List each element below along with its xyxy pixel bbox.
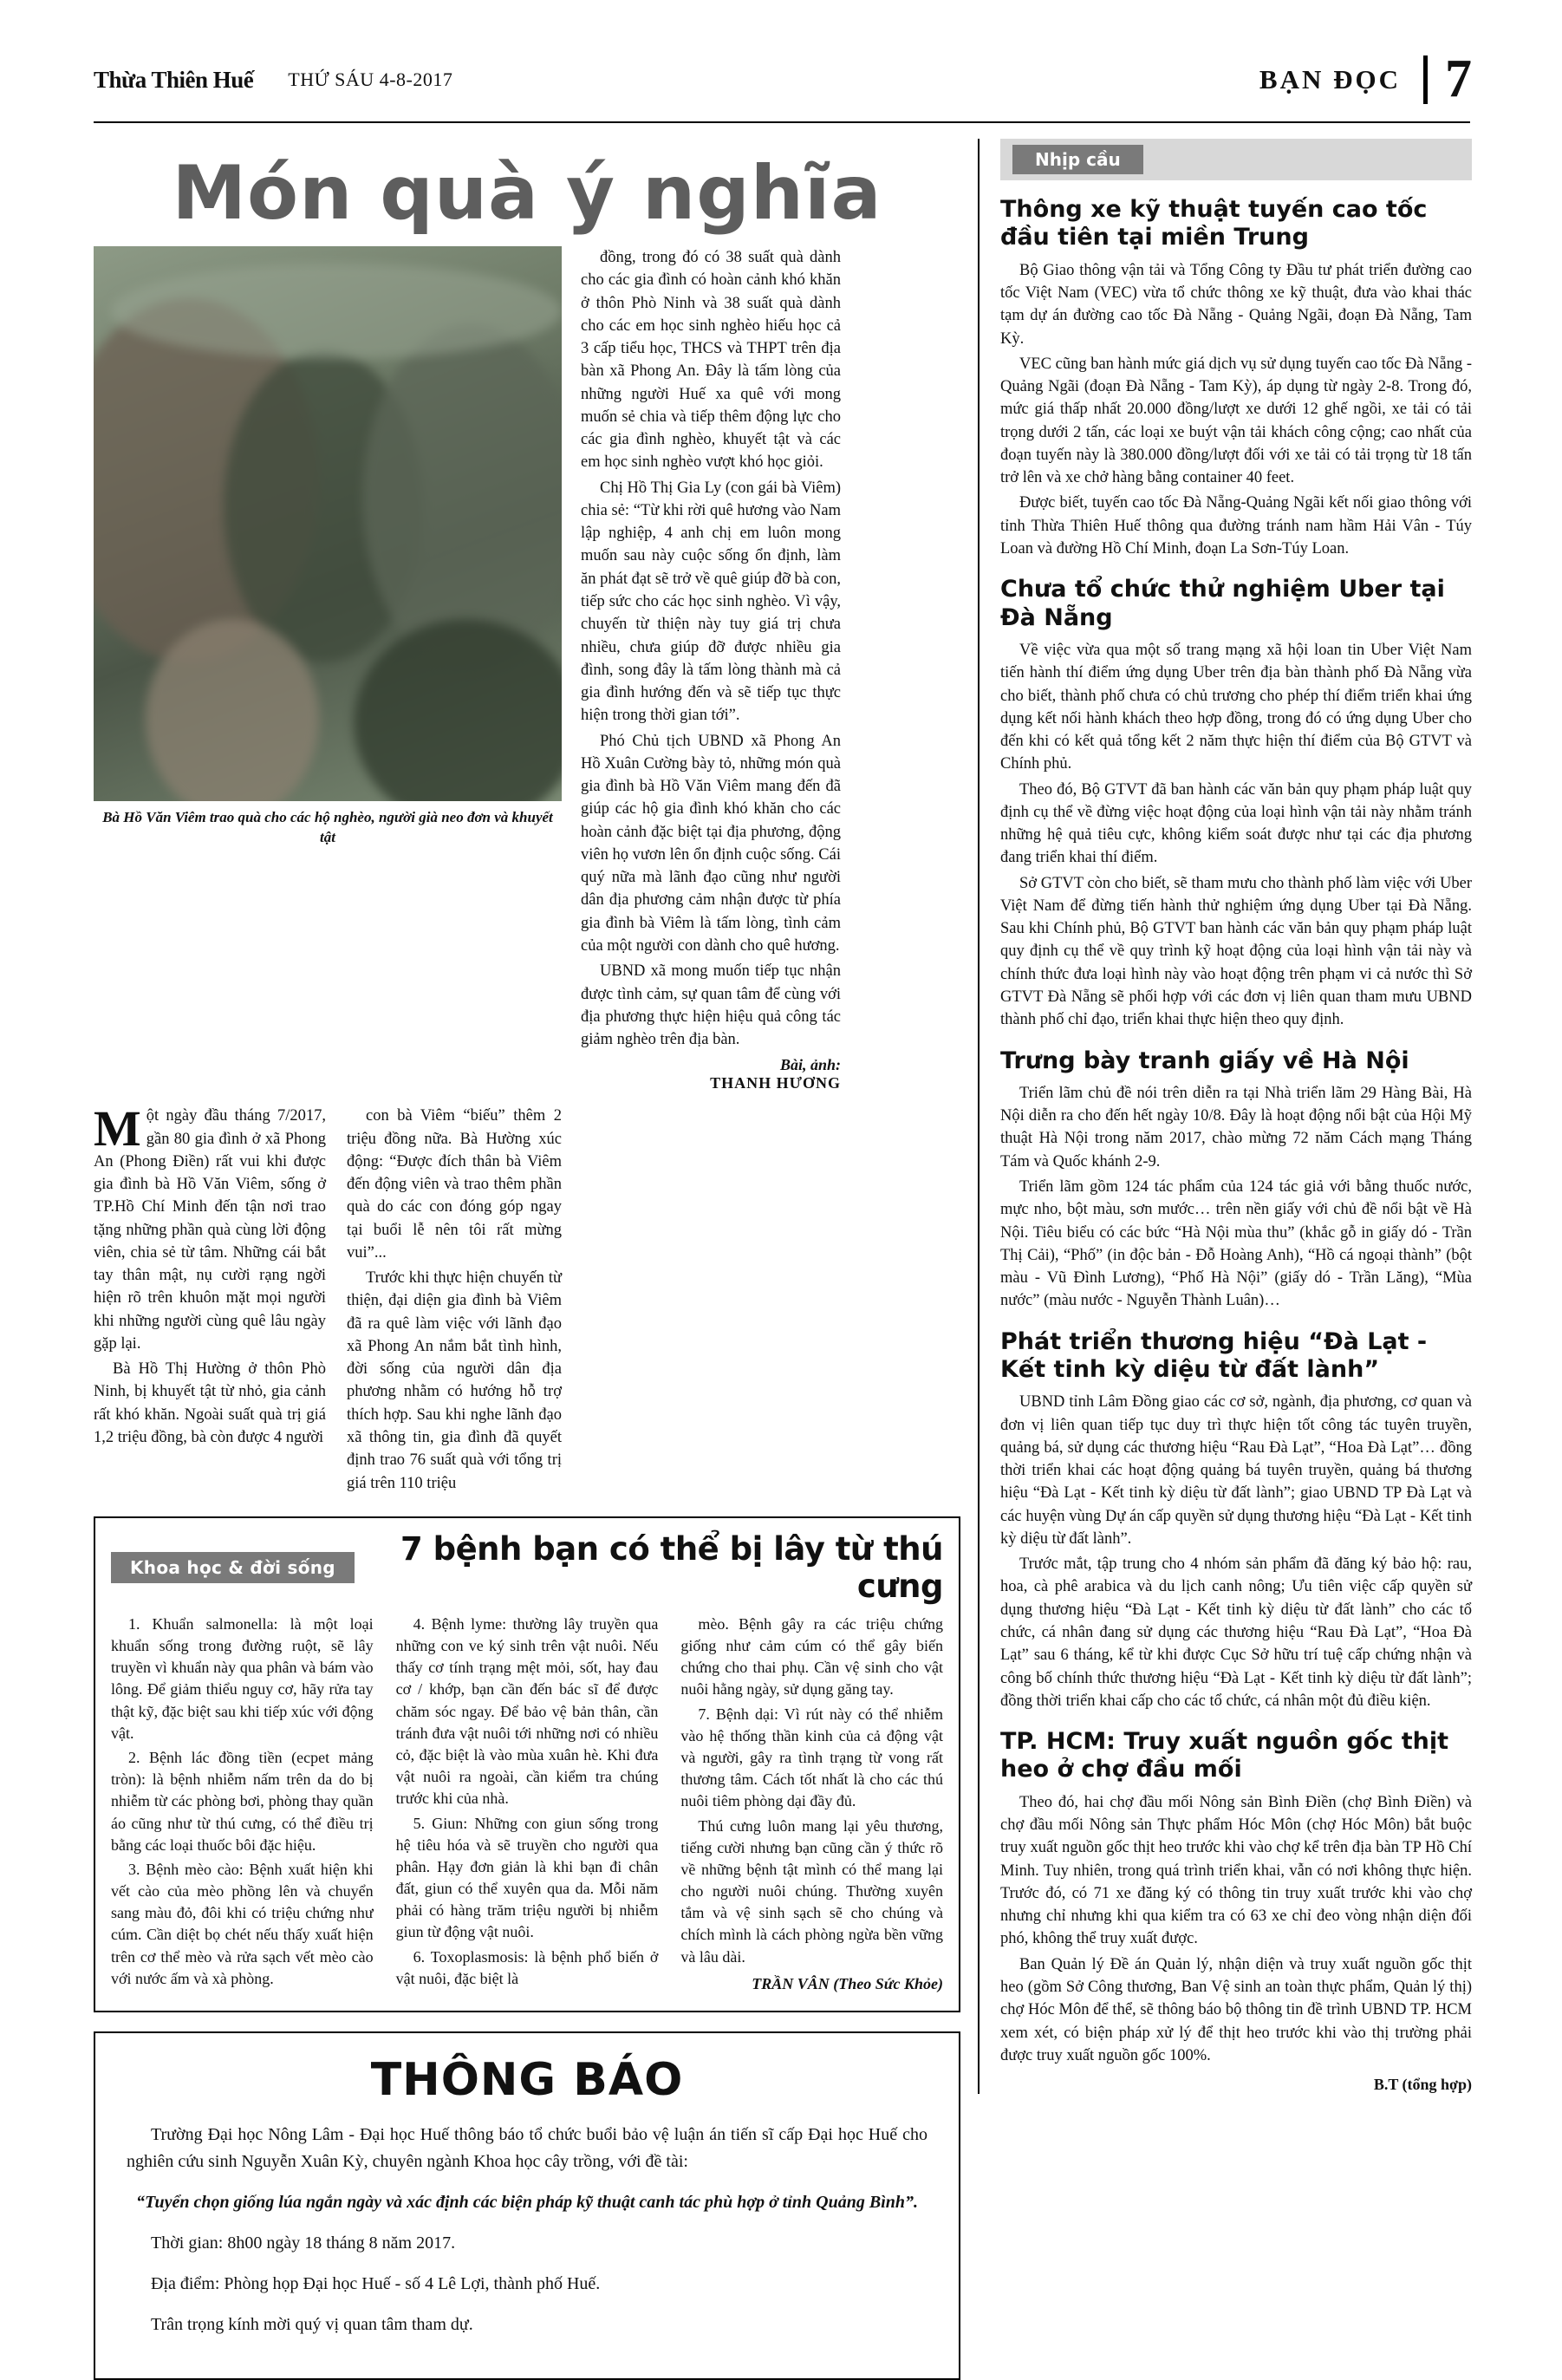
masthead (94, 49, 1472, 109)
feature-photo (94, 246, 562, 801)
feature-headline: Món quà ý nghĩa (172, 150, 882, 237)
paragraph: Thú cưng luôn mang lại yêu thương, tiếng cười nhưng bạn cũng cần ý thức rõ về những bệnh tật mình có thể mang lại cho người nuôi chúng. Thường xuyên tắm và vệ sinh sạch sẽ cho chúng và chích mình là cách phòng ngừa bền vững và lâu dài. (680, 1816, 944, 1966)
feature-photo-block (94, 246, 562, 1092)
section-name: BẠN ĐỌC (1259, 64, 1401, 95)
sidebar-tag: Nhịp cầu (1012, 145, 1143, 174)
paragraph: đồng, trong đó có 38 suất quà dành cho các gia đình có hoàn cảnh khó khăn ở thôn Phò Ninh và 38 suất quà dành cho các em học sinh nghèo hiếu học cả 3 cấp tiểu học, THCS và THPT trên địa bàn xã Phong An. Đây là tấm lòng của những người Huế xa quê với mong muốn sẻ chia và tiếp thêm động lực cho các gia đình nghèo, khuyết tật và các em học sinh nghèo vượt khó học giỏi. (581, 249, 841, 472)
sidebar-article-body (1000, 639, 1472, 1032)
paragraph: Trân trọng kính mời quý vị quan tâm tham dự. (151, 2315, 473, 2334)
masthead-right (1259, 49, 1472, 109)
paragraph: Thời gian: 8h00 ngày 18 tháng 8 năm 2017. (151, 2233, 456, 2253)
masthead-hairline (94, 121, 1470, 123)
sidebar-article-title: Chưa tổ chức thử nghiệm Uber tại Đà Nẵng (1000, 576, 1445, 631)
notice-title: THÔNG BÁO (370, 2054, 684, 2106)
paragraph: Phó Chủ tịch UBND xã Phong An Hồ Xuân Cường bày tỏ, những món quà gia đình bà Hồ Văn Viêm mang đến đã giúp các hộ gia đình khó khăn cho các hoàn cảnh đặc biệt tại địa phương, động viên họ vươn lên ổn định cuộc sống. Cái quý nữa mà lãnh đạo cũng như người dân địa phương cảm nhận được từ phía gia đình bà Viêm là tấm lòng, tình cảm của một người con dành cho quê hương. (581, 732, 841, 955)
paragraph: 7. Bệnh dại: Vì rút này có thể nhiễm vào hệ thống thần kinh của cả động vật và người, gây ra tình trạng từ vong rất thương tâm. Cách tốt nhất là cho các thú nuôi tiêm phòng dại đầy đủ. (680, 1705, 944, 1810)
sidebar-article-body (1000, 259, 1472, 560)
paragraph: Được biết, tuyến cao tốc Đà Nẵng-Quảng Ngãi kết nối giao thông với tỉnh Thừa Thiên Huế thông qua đường tránh nam hầm Hải Vân - Túy Loan và đường Hồ Chí Minh, đoạn La Sơn-Túy Loan. (1000, 494, 1472, 558)
science-col-2 (396, 1614, 659, 1995)
science-box-title: 7 bệnh bạn có thể bị lây từ thú cưng (400, 1529, 943, 1605)
paragraph: Triển lãm gồm 124 tác phẩm của 124 tác giả với bằng thuốc nước, mực nho, bột màu, sơn mước… trên nền giấy với chủ đề nổi bật về Hà Nội. Tiêu biểu có các bức “Hà Nội mùa thu” (khắc gỗ in giấy dó - Trần Thị Cải), “Phố” (in độc bản - Đỗ Hoàng Anh), “Hồ cá ngoại thành” (bột màu - Vũ Đình Lương), “Phố Hà Nội” (giấy dó - Trần Lăng), “Mùa nước” (màu nước - Nguyễn Thành Luân)… (1000, 1177, 1472, 1310)
masthead-divider (1423, 55, 1428, 104)
sidebar-article-title: TP. HCM: Truy xuất nguồn gốc thịt heo ở chợ đầu mối (1000, 1728, 1449, 1783)
science-box-columns (111, 1614, 943, 1995)
paragraph: Bộ Giao thông vận tải và Tổng Công ty Đầu tư phát triển đường cao tốc Việt Nam (VEC) vừa tổ chức thông xe kỹ thuật, đưa vào khai thác tạm dự án đường cao tốc Đà Nẵng - Quảng Ngãi, đoạn Đà Nẵng, Tam Kỳ. (1000, 261, 1472, 348)
paragraph: Triển lãm chủ đề nói trên diễn ra tại Nhà triển lãm 29 Hàng Bài, Hà Nội diễn ra cho đến hết ngày 10/8. Đây là hoạt động nổi bật của Hội Mỹ thuật Hà Nội trong năm 2017, chào mừng 72 năm Cách mạng Tháng Tám và Quốc khánh 2-9. (1000, 1084, 1472, 1170)
paragraph: mèo. Bệnh gây ra các triệu chứng giống như cảm cúm có thể gây biến chứng cho thai phụ. Cần vệ sinh cho vật nuôi hằng ngày, sử dụng găng tay. (680, 1614, 944, 1699)
paragraph: 6. Toxoplasmosis: là bệnh phổ biến ở vật nuôi, đặc biệt là (395, 1947, 659, 1987)
issue-date: THỨ SÁU 4-8-2017 (288, 68, 453, 90)
sidebar-banner (1000, 139, 1472, 180)
science-col-1 (111, 1614, 374, 1995)
paragraph: Trường Đại học Nông Lâm - Đại học Huế thông báo tổ chức buổi bảo vệ luận án tiến sĩ cấp Đại học Huế cho nghiên cứu sinh Nguyễn Xuân Kỳ, chuyên ngành Khoa học cây trồng, với đề tài: (127, 2125, 927, 2171)
paragraph: VEC cũng ban hành mức giá dịch vụ sử dụng tuyến cao tốc Đà Nẵng - Quảng Ngãi (đoạn Đà Nẵng - Tam Kỳ), áp dụng từ ngày 2-8. Trong đó, mức giá thấp nhất 20.000 đồng/lượt xe dưới 12 ghế ngồi, xe tải có tải trọng dưới 2 tấn, các loại xe buýt vận tải khách công cộng; cao nhất của đoạn tuyến này là 380.000 đồng/lượt đối với xe tải có tải trọng từ 18 tấn trở lên và xe chở hàng bằng container 40 feet. (1000, 355, 1472, 487)
feature-column-3 (581, 246, 841, 1092)
byline-label: Bài, ảnh: (779, 1056, 841, 1074)
paragraph: Chị Hồ Thị Gia Ly (con gái bà Viêm) chia sẻ: “Từ khi rời quê hương vào Nam lập nghiệp, 4 anh chị em luôn mong muốn sau này cuộc sống ổn định, làm ăn phát đạt sẽ trở về quê giúp đỡ bà con, tiếp sức cho các học sinh nghèo. Vì vậy, chuyến từ thiện này tuy giá trị chưa nhiều, chưa giúp đỡ được nhiều gia đình, song đây là tấm lòng thành mà cả gia đình hướng đến và sẽ tiếp tục thực hiện trong thời gian tới”. (581, 479, 841, 725)
science-box-header (111, 1530, 943, 1605)
sidebar-article-title: Phát triển thương hiệu “Đà Lạt - Kết tinh kỳ diệu từ đất lành” (1000, 1327, 1428, 1383)
paragraph: Trước khi thực hiện chuyến từ thiện, đại diện gia đình bà Viêm đã ra quê làm việc với lãnh đạo xã Phong An nắm bắt tình hình, đời sống của người dân địa phương nhằm có hướng hỗ trợ thích hợp. Sau khi nghe lãnh đạo xã thông tin, gia đình đã quyết định trao 76 suất quà với tổng trị giá trên 110 triệu (347, 1269, 562, 1492)
paper-title: Thừa Thiên Huế (94, 66, 254, 93)
paragraph: 5. Giun: Những con giun sống trong hệ tiêu hóa và sẽ truyền cho người qua phân. Hạy đơn giản là khi bạn đi chân đất, giun có thể xuyên qua da. Mỗi năm phải có hàng trăm triệu người bị nhiễm giun từ động vật nuôi. (395, 1814, 659, 1941)
sidebar-article-title: Trưng bày tranh giấy về Hà Nội (1000, 1047, 1409, 1074)
left-column (94, 139, 960, 2380)
paragraph: UBND tỉnh Lâm Đồng giao các cơ sở, ngành, địa phương, cơ quan và đơn vị liên quan tiếp tục duy trì thực hiện tốt công tác tuyên truyền, quảng bá, sử dụng các thương hiệu “Rau Đà Lạt”, “Hoa Đà Lạt”… đồng thời triển khai các hoạt động quảng bá tuyên truyền, quảng bá thương hiệu “Đà Lạt - Kết tinh kỳ diệu từ đất lành”; giao UBND TP Đà Lạt và các huyện vùng Dự án cấp quyền sử dụng thương hiệu “Đà Lạt - Kết tinh kỳ diệu từ đất lành”. (1000, 1393, 1472, 1548)
notice-box (94, 2031, 960, 2380)
feature-col2-text (347, 1105, 562, 1497)
feature-article (94, 246, 960, 1092)
photo-caption: Bà Hồ Văn Viêm trao quà cho các hộ nghèo, người già neo đơn và khuyết tật (102, 809, 553, 845)
science-byline: TRẦN VÂN (Theo Sức Khỏe) (752, 1974, 944, 1992)
paragraph: Theo đó, hai chợ đầu mối Nông sản Bình Điền (chợ Bình Điền) và chợ đầu mối Nông sản Thực phẩm Hóc Môn (chợ Hóc Môn) bắt buộc truy xuất nguồn gốc thịt heo trước khi vào chợ kể trên địa bàn TP Hồ Chí Minh. Tuy nhiên, trong quá trình triển khai, vẫn có nơi không thực hiện. Trước đó, có 71 xe đăng ký có thông tin truy xuất trước khi vào chợ nhưng chỉ nhưng khi qua kiểm tra có 63 xe chỉ đeo vòng nhận diện đối phó, không thể truy xuất được. (1000, 1793, 1472, 1948)
paragraph: Bà Hồ Thị Hường ở thôn Phò Ninh, bị khuyết tật từ nhỏ, gia cảnh rất khó khăn. Ngoài suất quà trị giá 1,2 triệu đồng, bà còn được 4 người (94, 1360, 326, 1447)
paragraph: Theo đó, Bộ GTVT đã ban hành các văn bản quy phạm pháp luật quy định cụ thể về đừng việc hoạt động của loại hình vận tải này nhằm tránh những hệ quả tiêu cực, không kiểm soát được như tại các địa phương đang triển khai thí điểm. (1000, 780, 1472, 867)
feature-col1-text (94, 1100, 326, 1497)
notice-body (127, 2122, 927, 2338)
sidebar-column (978, 139, 1472, 2094)
paragraph: con bà Viêm “biếu” thêm 2 triệu đồng nữa. Bà Hường xúc động: “Được đích thân bà Viêm đến động viên và trao thêm phần quà do các con đóng góp ngay tại buổi lễ nên tôi rất mừng vui”... (347, 1107, 562, 1262)
feature-col3-text (581, 246, 841, 1051)
paragraph: Về việc vừa qua một số trang mạng xã hội loan tin Uber Việt Nam tiến hành thí điểm ứng dụng Uber trên địa bàn thành phố Đà Nẵng vừa cho biết, thành phố chưa có chủ trương cho phép thí điểm triển khai ứng dụng kết nối hành khách theo hợp đồng, trong đó có ứng dụng Uber cho đến khi có kết quả tổng kết 2 năm thực hiện thí điểm của Bộ GTVT và Chính phủ. (1000, 642, 1472, 773)
paragraph: 4. Bệnh lyme: thường lây truyền qua những con ve ký sinh trên vật nuôi. Nếu thấy cơ tính trạng mệt mỏi, sốt, hay đau cơ / khớp, bạn cần đến bác sĩ để được chăm sóc ngay. Để bảo vệ bản thân, cần tránh đưa vật nuôi tới những nơi có nhiều cỏ, đặc biệt là vào mùa xuân hè. Khi đưa vật nuôi ra ngoài, cần kiểm tra chúng trước khi của nhà. (395, 1614, 659, 1808)
paragraph: 2. Bệnh lác đồng tiền (ecpet mảng tròn): là bệnh nhiễm nấm trên da do bị nhiễm từ các phòng bơi, phòng thay quần áo cũng như từ thú cưng, có thể điều trị bằng các loại thuốc bôi đặc hiệu. (111, 1748, 374, 1854)
paragraph: Sở GTVT còn cho biết, sẽ tham mưu cho thành phố làm việc với Uber Việt Nam để đừng tiến hành thử nghiệm ứng dụng Uber tại Đà Nẵng. Sau khi Chính phủ, Bộ GTVT ban hành các văn bản quy phạm pháp luật quy định cụ thể về quy trình kỹ hoạt động của loại hình vận tải này và chính thức đưa loại hình này vào hoạt động trên phạm vi cả nước thì Sở GTVT Đà Nẵng sẽ phối hợp với các đơn vị liên quan tham mưu UBND thành phố chỉ đạo, triển khai thực hiện theo quy định. (1000, 874, 1472, 1029)
paragraph-dropcap: Một ngày đầu tháng 7/2017, gần 80 gia đình ở xã Phong An (Phong Điền) rất vui khi được gia đình bà Hồ Văn Viêm, sống ở TP.Hồ Chí Minh đến tận nơi trao tặng những phần quà cùng lời động viên, chia sẻ từ tâm. Những cái bắt tay thân mật, nụ cười rạng ngời hiện rõ trên khuôn mặt mọi người khi những người cùng quê lâu ngày gặp lại. (94, 1100, 326, 1353)
paragraph: 1. Khuẩn salmonella: là một loại khuẩn sống trong đường ruột, sẽ lây truyền vì khuẩn này qua phân và bám vào lông. Để giảm thiểu nguy cơ, hãy rửa tay thật kỹ, đặc biệt sau khi tiếp xúc với động vật. (111, 1614, 374, 1742)
science-box (94, 1516, 960, 2012)
sidebar-article-body (1000, 1391, 1472, 1712)
paragraph: Ban Quản lý Đề án Quản lý, nhận diện và truy xuất nguồn gốc thịt heo (gồm Sở Công thương, Ban Vệ sinh an toàn thực phẩm, Quản lý thị) chợ Hóc Môn để thể, sẽ thông báo bộ thông tin đề trình UBND TP. HCM xem xét, có biện pháp xử lý để thịt heo trước khi vào thị trường phải được truy xuất nguồn gốc 100%. (1000, 1955, 1472, 2064)
science-box-tag: Khoa học & đời sống (111, 1552, 355, 1583)
sidebar-byline: B.T (tổng hợp) (1373, 2076, 1472, 2094)
sidebar-article-body (1000, 1791, 1472, 2067)
feature-lower-columns (94, 1100, 960, 1497)
sidebar-article-title: Thông xe kỹ thuật tuyến cao tốc đầu tiên tại miền Trung (1000, 196, 1428, 251)
sidebar-article-body (1000, 1082, 1472, 1313)
notice-quote: “Tuyển chọn giống lúa ngắn ngày và xác định các biện pháp kỹ thuật canh tác phù hợp ở tỉnh Quảng Bình”. (135, 2193, 918, 2212)
paragraph: 3. Bệnh mèo cào: Bệnh xuất hiện khi vết cào của mèo phồng lên và chuyển sang màu đỏ, đôi khi có triệu chứng như cúm. Cần diệt bọ chét nếu thấy xuất hiện trên cơ thể mèo và rửa sạch vết mèo cào với nước ấm và xà phòng. (111, 1860, 374, 1987)
paragraph: Trước mắt, tập trung cho 4 nhóm sản phẩm đã đăng ký bảo hộ: rau, hoa, cà phê arabica và du lịch canh nông; Ưu tiên việc cấp quyền sử dụng thương hiệu “Đà Lạt - Kết tinh kỳ diệu từ đất lành” cho các tổ chức, cá nhân đang sử dụng các thương hiệu “Rau Đà Lạt”, “Hoa Đà Lạt” sau 6 tháng, kể từ khi được Cục Sở hữu trí tuệ cấp chứng nhận và công bố chính thức thương hiệu “Đà Lạt - Kết tinh kỳ diệu từ đất lành”; đồng thời triển khai cấp cho các tổ chức, cá nhân một đủ điều kiện. (1000, 1555, 1472, 1710)
paragraph: UBND xã mong muốn tiếp tục nhận được tình cảm, sự quan tâm để cùng với địa phương thực hiện hiệu quả công tác giảm nghèo trên địa bàn. (581, 962, 841, 1049)
science-col-3 (680, 1614, 943, 1995)
paragraph: Địa điểm: Phòng họp Đại học Huế - số 4 Lê Lợi, thành phố Huế. (151, 2274, 601, 2293)
page-number: 7 (1445, 49, 1472, 109)
byline-name: THANH HƯƠNG (710, 1074, 841, 1092)
